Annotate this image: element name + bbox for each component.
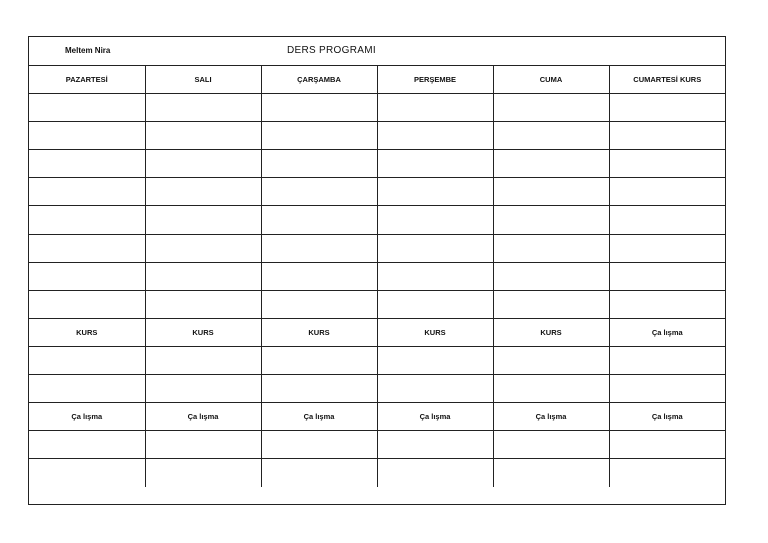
table-row <box>29 403 725 431</box>
schedule-cell[interactable]: Ça lışma <box>493 403 609 431</box>
day-header: SALI <box>145 66 261 94</box>
schedule-cell[interactable] <box>609 375 725 403</box>
schedule-cell[interactable]: Ça lışma <box>609 403 725 431</box>
schedule-cell[interactable] <box>493 459 609 487</box>
schedule-cell[interactable] <box>261 206 377 234</box>
schedule-cell[interactable] <box>145 375 261 403</box>
table-row <box>29 375 725 403</box>
table-row <box>29 459 725 487</box>
table-row <box>29 206 725 234</box>
schedule-cell[interactable] <box>29 150 145 178</box>
schedule-cell[interactable] <box>261 459 377 487</box>
schedule-cell[interactable] <box>609 122 725 150</box>
schedule-cell[interactable] <box>145 206 261 234</box>
schedule-cell[interactable] <box>145 234 261 262</box>
schedule-cell[interactable] <box>29 262 145 290</box>
schedule-cell[interactable] <box>493 346 609 374</box>
schedule-cell[interactable] <box>377 459 493 487</box>
schedule-cell[interactable] <box>609 206 725 234</box>
schedule-cell[interactable]: KURS <box>29 318 145 346</box>
schedule-cell[interactable] <box>493 234 609 262</box>
schedule-cell[interactable] <box>29 94 145 122</box>
table-row <box>29 431 725 459</box>
day-header: PAZARTESİ <box>29 66 145 94</box>
schedule-cell[interactable] <box>261 234 377 262</box>
schedule-cell[interactable] <box>609 459 725 487</box>
schedule-cell[interactable]: Ça lışma <box>145 403 261 431</box>
schedule-cell[interactable] <box>493 206 609 234</box>
schedule-cell[interactable] <box>261 262 377 290</box>
schedule-table <box>29 65 725 487</box>
schedule-cell[interactable]: Ça lışma <box>609 318 725 346</box>
schedule-cell[interactable] <box>493 431 609 459</box>
owner-name: Meltem Nira <box>65 46 111 55</box>
schedule-cell[interactable] <box>493 262 609 290</box>
schedule-cell[interactable] <box>377 234 493 262</box>
day-header: CUMARTESİ KURS <box>609 66 725 94</box>
table-row <box>29 234 725 262</box>
schedule-cell[interactable] <box>377 206 493 234</box>
schedule-cell[interactable] <box>261 290 377 318</box>
day-header: ÇARŞAMBA <box>261 66 377 94</box>
schedule-cell[interactable] <box>29 346 145 374</box>
schedule-title: DERS PROGRAMI <box>287 45 376 56</box>
schedule-cell[interactable] <box>493 122 609 150</box>
schedule-cell[interactable] <box>609 346 725 374</box>
schedule-cell[interactable] <box>609 94 725 122</box>
schedule-cell[interactable] <box>145 178 261 206</box>
schedule-cell[interactable] <box>493 290 609 318</box>
schedule-cell[interactable]: Ça lışma <box>377 403 493 431</box>
schedule-cell[interactable] <box>145 431 261 459</box>
schedule-cell[interactable] <box>29 206 145 234</box>
schedule-cell[interactable] <box>377 431 493 459</box>
schedule-cell[interactable]: KURS <box>493 318 609 346</box>
table-row <box>29 150 725 178</box>
schedule-cell[interactable] <box>377 94 493 122</box>
schedule-cell[interactable] <box>261 94 377 122</box>
schedule-cell[interactable] <box>377 122 493 150</box>
schedule-cell[interactable] <box>377 262 493 290</box>
schedule-cell[interactable] <box>493 150 609 178</box>
schedule-cell[interactable] <box>29 431 145 459</box>
schedule-cell[interactable] <box>493 375 609 403</box>
schedule-cell[interactable]: Ça lışma <box>261 403 377 431</box>
schedule-cell[interactable] <box>377 150 493 178</box>
schedule-cell[interactable] <box>29 459 145 487</box>
schedule-cell[interactable] <box>145 346 261 374</box>
schedule-cell[interactable] <box>29 290 145 318</box>
schedule-cell[interactable] <box>493 178 609 206</box>
day-header-row <box>29 66 725 94</box>
schedule-sheet <box>28 36 726 505</box>
schedule-cell[interactable] <box>29 234 145 262</box>
schedule-cell[interactable] <box>145 122 261 150</box>
schedule-cell[interactable] <box>261 431 377 459</box>
schedule-cell[interactable] <box>609 178 725 206</box>
schedule-cell[interactable] <box>29 375 145 403</box>
schedule-cell[interactable] <box>29 122 145 150</box>
day-header: PERŞEMBE <box>377 66 493 94</box>
schedule-cell[interactable] <box>377 346 493 374</box>
schedule-cell[interactable] <box>609 262 725 290</box>
schedule-cell[interactable] <box>493 94 609 122</box>
table-row <box>29 290 725 318</box>
schedule-cell[interactable] <box>145 150 261 178</box>
table-row <box>29 178 725 206</box>
schedule-cell[interactable] <box>261 178 377 206</box>
day-header: CUMA <box>493 66 609 94</box>
schedule-cell[interactable]: KURS <box>377 318 493 346</box>
schedule-body <box>29 94 725 487</box>
title-row <box>29 37 725 66</box>
schedule-cell[interactable] <box>145 94 261 122</box>
schedule-cell[interactable] <box>145 290 261 318</box>
schedule-cell[interactable]: KURS <box>145 318 261 346</box>
schedule-cell[interactable] <box>377 375 493 403</box>
table-row <box>29 122 725 150</box>
schedule-cell[interactable] <box>261 150 377 178</box>
schedule-cell[interactable] <box>145 262 261 290</box>
schedule-cell[interactable]: Ça lışma <box>29 403 145 431</box>
schedule-cell[interactable] <box>145 459 261 487</box>
schedule-cell[interactable] <box>261 375 377 403</box>
table-row <box>29 262 725 290</box>
table-row <box>29 94 725 122</box>
schedule-cell[interactable] <box>261 346 377 374</box>
schedule-cell[interactable] <box>609 234 725 262</box>
schedule-cell[interactable] <box>609 431 725 459</box>
schedule-cell[interactable] <box>261 122 377 150</box>
schedule-cell[interactable] <box>609 290 725 318</box>
schedule-cell[interactable] <box>377 178 493 206</box>
schedule-cell[interactable] <box>377 290 493 318</box>
table-row <box>29 346 725 374</box>
schedule-cell[interactable]: KURS <box>261 318 377 346</box>
schedule-cell[interactable] <box>609 150 725 178</box>
table-row <box>29 318 725 346</box>
schedule-cell[interactable] <box>29 178 145 206</box>
